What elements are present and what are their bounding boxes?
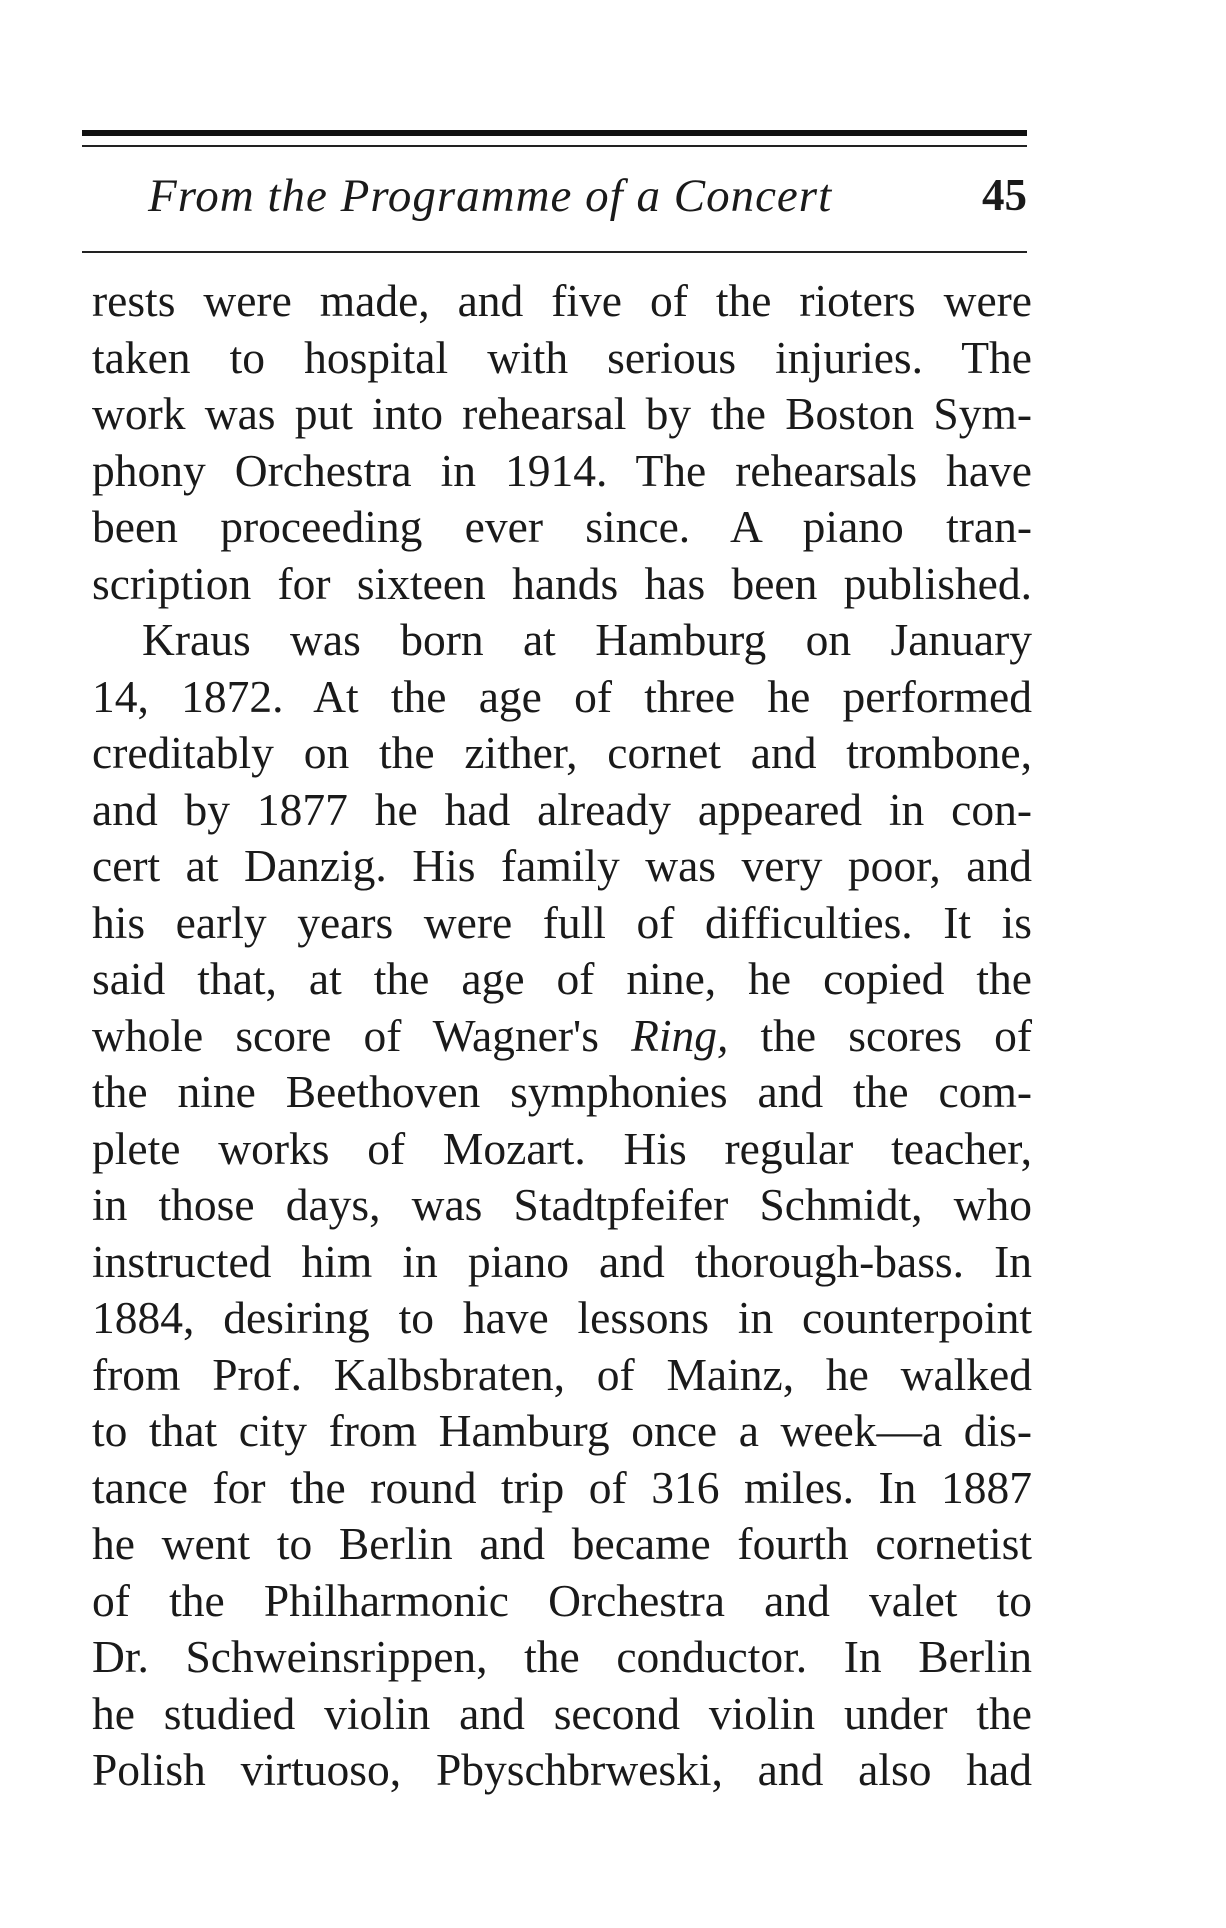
running-title: From the Programme of a Concert [148,170,833,222]
text-line: his early years were full of difficulties. It is [92,896,1032,948]
text-line: phony Orchestra in 1914. The rehearsals have [92,444,1032,496]
text-segment: whole score of Wagner's [92,1009,632,1061]
text-line: Dr. Schweinsrippen, the conductor. In Berlin [92,1631,1032,1682]
text-line: he studied violin and second violin under the [92,1687,1032,1739]
header-rule-bottom [82,251,1027,253]
header-rule-top-thick [82,130,1027,136]
text-segment: the scores of [728,1009,1032,1061]
text-line: of the Philharmonic Orchestra and valet to [92,1574,1032,1626]
text-line-with-italic [92,1008,1032,1065]
text-line: to that city from Hamburg once a week—a dis- [92,1405,1032,1456]
text-line: the nine Beethoven symphonies and the com- [92,1066,1032,1117]
text-line: taken to hospital with serious injuries. The [92,331,1032,383]
text-line: 1884, desiring to have lessons in counterpoint [92,1292,1032,1343]
text-line: plete works of Mozart. His regular teacher, [92,1122,1032,1174]
text-line: scription for sixteen hands has been published. [92,557,1032,609]
paragraph-start-line: Kraus was born at Hamburg on January [142,614,1032,665]
italic-title-ring: Ring, [631,1009,729,1061]
text-line: been proceeding ever since. A piano tran- [92,501,1032,552]
text-line: cert at Danzig. His family was very poor, and [92,840,1032,891]
text-line: 14, 1872. At the age of three he performed [92,670,1032,722]
text-line: said that, at the age of nine, he copied the [92,953,1032,1004]
page-number: 45 [982,170,1027,220]
body-text [92,273,1032,1799]
text-line: he went to Berlin and became fourth cornetist [92,1518,1032,1569]
page-header [82,163,1027,233]
text-line: Polish virtuoso, Pbyschbrweski, and also had [92,1744,1032,1795]
header-rule-top-thin [82,145,1027,147]
text-line: from Prof. Kalbsbraten, of Mainz, he walked [92,1348,1032,1400]
text-line: work was put into rehearsal by the Boston Sym- [92,388,1032,439]
text-line: rests were made, and five of the rioters were [92,275,1032,326]
text-line: and by 1877 he had already appeared in con- [92,783,1032,835]
text-line: instructed him in piano and thorough-bass. In [92,1235,1032,1287]
text-line: tance for the round trip of 316 miles. In 1887 [92,1461,1032,1513]
text-line: in those days, was Stadtpfeifer Schmidt, who [92,1179,1032,1230]
text-line: creditably on the zither, cornet and trombone, [92,727,1032,778]
